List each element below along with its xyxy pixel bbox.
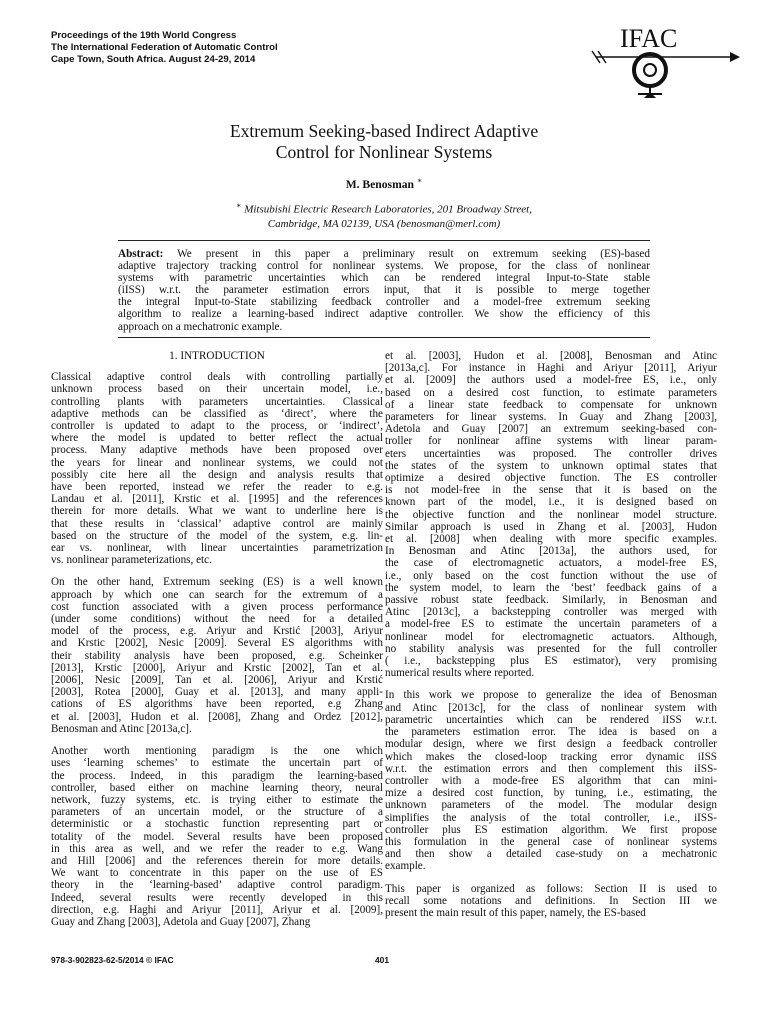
- title-line: Extremum Seeking-based Indirect Adaptive: [229, 121, 539, 141]
- text-line: approach by which one can search for the extremum of a: [51, 588, 383, 601]
- text-line: controller plus ES estimation algorithm. We first propose: [385, 823, 717, 836]
- text-line: unknown parameters of the model. The modular design: [385, 799, 717, 812]
- ifac-logo: [590, 22, 740, 102]
- text-line: controller with a mode-free ES algorithm that can mini-: [385, 774, 717, 787]
- text-line: controller, based either on machine learning theory, neural: [51, 781, 383, 794]
- text-line: eters uncertainties was proposed. The controller drives: [385, 447, 717, 460]
- text-line: parameters for linear systems. In Guay and Zhang [2003],: [385, 411, 717, 424]
- text-line: Classical adaptive control deals with controlling partially: [51, 371, 383, 384]
- text-line: uses ‘learning schemes’ to estimate the uncertain part of: [51, 757, 383, 770]
- author-line: [0, 176, 768, 191]
- text-line: deterministic or a stochastic function representing part or: [51, 818, 383, 831]
- text-line: Adetola and Guay [2007] an extremum seeking-based con-: [385, 423, 717, 436]
- text-line: parameters of an uncertain model, or the structure of a: [51, 806, 383, 819]
- proceedings-header: [51, 30, 278, 66]
- text-line: example.: [385, 860, 426, 873]
- text-line: optimize a desired objective function. The ES controller: [385, 472, 717, 485]
- text-line: et al. [2003], Hudon et al. [2008], Zhang and Ordez [2012],: [51, 710, 383, 723]
- text-line: no stability analysis was presented for the full controller: [385, 642, 717, 655]
- text-line: vs. nonlinear parameterizations, etc.: [51, 554, 212, 567]
- affiliation-mark: ∗: [236, 201, 242, 210]
- text-line: present the main result of this paper, namely, the ES-based: [385, 906, 646, 919]
- text-line: totality of the model. Several results have been proposed: [51, 830, 383, 843]
- text-line: where the model is updated to better reflect the actual: [51, 432, 383, 445]
- text-line: modular design, where we first design a feedback controller: [385, 738, 717, 751]
- text-line: which makes the closed-loop tracking error dynamic iISS: [385, 750, 717, 763]
- text-line: Another worth mentioning paradigm is the one which: [51, 745, 383, 758]
- text-line: passive robust state feedback. Similarly, in Benosman and: [385, 594, 717, 607]
- abstract-bottom-rule: [118, 337, 650, 338]
- text-line: unknown process based on their uncertain model, i.e.,: [51, 383, 383, 396]
- text-line: cations of ES algorithms have been reported, e.g Zhang: [51, 698, 383, 711]
- affiliation-line: Cambridge, MA 02139, USA (benosman@merl.com): [267, 217, 501, 230]
- text-line: Atinc [2013c], a backstepping controller was merged with: [385, 606, 717, 619]
- text-line: This paper is organized as follows: Section II is used to: [385, 882, 717, 895]
- text-line: i.e., only based on the cost function without the use of: [385, 569, 717, 582]
- text-line: a model-free ES to estimate the uncertain parameters of a: [385, 618, 717, 631]
- page-number: 401: [375, 955, 389, 965]
- text-line: Indeed, several results were recently developed in this: [51, 891, 383, 904]
- text-line: the system model, to learn the ‘best’ feedback gains of a: [385, 581, 717, 594]
- text-line: the years for linear and nonlinear systems, we could not: [51, 456, 383, 469]
- proceedings-line: The International Federation of Automatic Control: [51, 42, 278, 53]
- abstract-top-rule: [118, 240, 650, 241]
- text-line: process. Many adaptive methods have been proposed over: [51, 444, 383, 457]
- text-line: We want to concentrate in this paper on the use of ES: [51, 867, 383, 880]
- paragraph: [385, 350, 717, 679]
- text-line: controlling plants with parameters uncertainties. Classical: [51, 395, 383, 408]
- text-line: [2013a,c]. For instance in Haghi and Ariyur [2011], Ariyur: [385, 362, 717, 375]
- text-line: the process. Indeed, in this paradigm the learning-based: [51, 769, 383, 782]
- title-line: Control for Nonlinear Systems: [275, 142, 493, 162]
- text-line: their stability analysis have been proposed, e.g. Scheinker: [51, 649, 383, 662]
- abstract-label: Abstract:: [118, 248, 164, 260]
- text-line: model of the process, e.g. Ariyur and Krstić [2003], Ariyur: [51, 625, 383, 638]
- text-line: [2006], Nesic [2009], Tan et al. [2006], Ariyur and Krstić: [51, 674, 383, 687]
- text-line: the objective function and the nonlinear model structure.: [385, 508, 717, 521]
- text-line: ( i.e., backstepping plus ES estimator), very promising: [385, 655, 717, 668]
- text-line: and Krstic [2002], Nesic [2009]. Several ES algorithms with: [51, 637, 383, 650]
- proceedings-line: Cape Town, South Africa. August 24-29, 2014: [51, 54, 256, 65]
- text-line: of a linear state feedback to compensate for unknown: [385, 398, 717, 411]
- text-line: have been reported, instead we refer the reader to e.g.: [51, 481, 383, 494]
- text-line: direction, e.g. Haghi and Ariyur [2011], Ariyur et al. [2009],: [51, 903, 383, 916]
- text-line: known part of the model, i.e., it is designed based on: [385, 496, 717, 509]
- text-line: based on the structure of the model of the system, e.g. lin-: [51, 529, 383, 542]
- text-line: possibly cite here all the design and analysis results that: [51, 468, 383, 481]
- paragraph: [51, 745, 383, 928]
- abstract: [118, 248, 650, 333]
- right-column: [385, 350, 717, 929]
- paragraph: [385, 689, 717, 872]
- abstract-line: (iISS) w.r.t. the parameter estimation errors input, that it is possible to merge together: [118, 284, 650, 297]
- text-line: and Hill [2006] and the references therein for more details.: [51, 854, 383, 867]
- text-line: ear vs. nonlinear, with linear uncertainties parametrization: [51, 542, 383, 555]
- paragraph: [385, 883, 717, 920]
- text-line: cost function associated with a given process performance: [51, 600, 383, 613]
- author-name: M. Benosman: [345, 177, 414, 191]
- text-line: numerical results where reported.: [385, 667, 535, 680]
- text-line: that these results in ‘classical’ adaptive control are mainly: [51, 517, 383, 530]
- abstract-line: approach on a mechatronic example.: [118, 320, 283, 333]
- text-line: controller is updated to adapt to the process, or ‘indirect’,: [51, 420, 383, 433]
- abstract-line: algorithm to realize a learning-based indirect adaptive controller. We show the efficiency of this: [118, 308, 650, 321]
- text-line: Benosman and Atinc [2013a,c].: [51, 722, 192, 735]
- text-line: Similar approach is used in Zhang et al. [2003], Hudon: [385, 520, 717, 533]
- text-line: In Benosman and Atinc [2013a], the authors used, for: [385, 545, 717, 558]
- text-line: w.r.t. the estimation errors and then complement this iISS-: [385, 762, 717, 775]
- paragraph: [51, 576, 383, 735]
- text-line: et al. [2003], Hudon et al. [2008], Benosman and Atinc: [385, 350, 717, 362]
- text-line: troller for nonlinear affine systems with linear param-: [385, 435, 717, 448]
- text-line: and then show a detailed case-study on a mechatronic: [385, 848, 717, 861]
- text-line: recall some notations and definitions. In Section III we: [385, 894, 717, 907]
- text-line: [2013], Krstic [2000], Ariyur and Krstic [2002], Tan et al.: [51, 661, 383, 674]
- text-line: and Atinc [2013c], for the class of nonlinear system with: [385, 701, 717, 714]
- text-line: the case of electromagnetic actuators, a model-free ES,: [385, 557, 717, 570]
- text-line: simplifies the analysis of the total controller, i.e., iISS-: [385, 811, 717, 824]
- text-line: the states of the system to unknown optimal states that: [385, 459, 717, 472]
- abstract-line: systems with parametric uncertainties which can be rendered integral Input-to-State stable: [118, 272, 650, 285]
- text-line: [2003], Rotea [2000], Guay et al. [2013], and many appli-: [51, 686, 383, 699]
- proceedings-line: Proceedings of the 19th World Congress: [51, 30, 237, 41]
- affiliation-line: Mitsubishi Electric Research Laboratories, 201 Broadway Street,: [244, 203, 532, 216]
- text-line: mize a desired cost function, by tuning, i.e., estimating, the: [385, 787, 717, 800]
- text-line: is not model-free in the sense that it is based on the: [385, 484, 717, 497]
- text-line: based on a desired cost function, to estimate parameters: [385, 386, 717, 399]
- text-line: et al. [2008] when dealing with more specific examples.: [385, 533, 717, 546]
- text-line: theory in the ‘learning-based’ adaptive control paradigm.: [51, 879, 383, 892]
- text-line: parametric uncertainties which can be rendered iISS w.r.t.: [385, 713, 717, 726]
- abstract-line: adaptive trajectory tracking control for nonlinear systems. We propose, for the class of nonlinear: [118, 260, 650, 273]
- author-mark: ∗: [416, 176, 423, 185]
- section-heading: 1. INTRODUCTION: [169, 350, 265, 362]
- abstract-line: the integral Input-to-State stabilizing feedback controller and a model-free extremum seeking: [118, 296, 650, 309]
- text-line: In this work we propose to generalize the idea of Benosman: [385, 689, 717, 702]
- paper-title: [110, 121, 658, 163]
- left-column: [51, 350, 383, 938]
- paragraph: [51, 371, 383, 566]
- text-line: et al. [2009] the authors used a model-free ES, i.e., only: [385, 374, 717, 387]
- text-line: therein for more details. What we want to underline here is: [51, 505, 383, 518]
- ifac-logo-text: IFAC: [620, 24, 678, 53]
- text-line: Landau et al. [2011], Krstic et al. [1995] and the references: [51, 493, 383, 506]
- text-line: (under some conditions) without the need for a detailed: [51, 613, 383, 626]
- text-line: adaptive methods can be classified as ‘direct’, where the: [51, 407, 383, 420]
- affiliation: [110, 199, 658, 231]
- text-line: in this area as well, and we refer the reader to e.g. Wang: [51, 842, 383, 855]
- text-line: nonlinear model for electromagnetic actuators. Although,: [385, 630, 717, 643]
- text-line: network, fuzzy systems, etc. is trying either to estimate the: [51, 793, 383, 806]
- text-line: this formulation in the general case of nonlinear systems: [385, 835, 717, 848]
- text-line: the parameters estimation error. The idea is based on a: [385, 726, 717, 739]
- footer-isbn: 978-3-902823-62-5/2014 © IFAC: [51, 955, 174, 965]
- text-line: Guay and Zhang [2003], Adetola and Guay [2007], Zhang: [51, 915, 311, 928]
- text-line: On the other hand, Extremum seeking (ES) is a well known: [51, 576, 383, 589]
- abstract-first-line: We present in this paper a preliminary result on extremum seeking (ES)-based: [163, 248, 650, 260]
